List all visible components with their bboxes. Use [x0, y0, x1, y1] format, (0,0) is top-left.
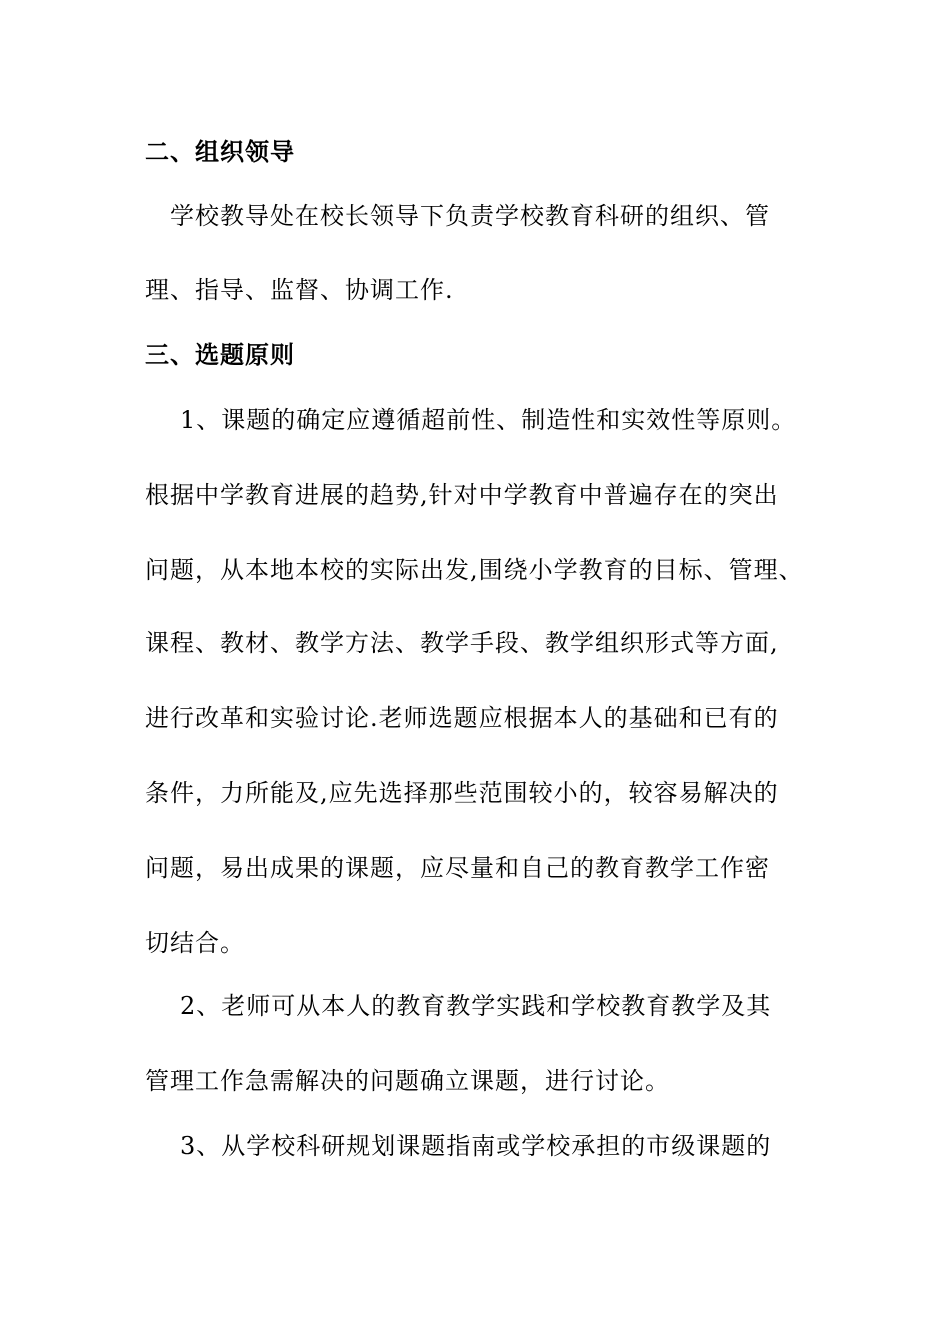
paragraph-line: 切结合。 — [145, 929, 245, 957]
paragraph-line: 学校教导处在校长领导下负责学校教育科研的组织、管 — [170, 202, 770, 230]
paragraph-line: 问题，易出成果的课题，应尽量和自己的教育教学工作密 — [145, 854, 770, 882]
paragraph-line: 条件，力所能及,应先选择那些范围较小的，较容易解决的 — [145, 779, 779, 807]
section-heading-organization: 二、组织领导 — [145, 137, 295, 166]
section-heading-topic-principles: 三、选题原则 — [145, 340, 295, 369]
paragraph-line: 问题，从本地本校的实际出发,围绕小学教育的目标、管理、 — [145, 556, 804, 584]
paragraph-line: 课程、教材、教学方法、教学手段、教学组织形式等方面, — [145, 629, 779, 657]
paragraph-line: 进行改革和实验讨论.老师选题应根据本人的基础和已有的 — [145, 704, 779, 732]
paragraph-line: 根据中学教育进展的趋势,针对中学教育中普遍存在的突出 — [145, 481, 779, 509]
paragraph-line: 1、课题的确定应遵循超前性、制造性和实效性等原则。 — [180, 406, 797, 434]
paragraph-line: 3、从学校科研规划课题指南或学校承担的市级课题的 — [180, 1132, 772, 1160]
paragraph-line: 管理工作急需解决的问题确立课题，进行讨论。 — [145, 1067, 670, 1095]
paragraph-line: 理、指导、监督、协调工作. — [145, 276, 454, 304]
paragraph-line: 2、老师可从本人的教育教学实践和学校教育教学及其 — [180, 992, 772, 1020]
